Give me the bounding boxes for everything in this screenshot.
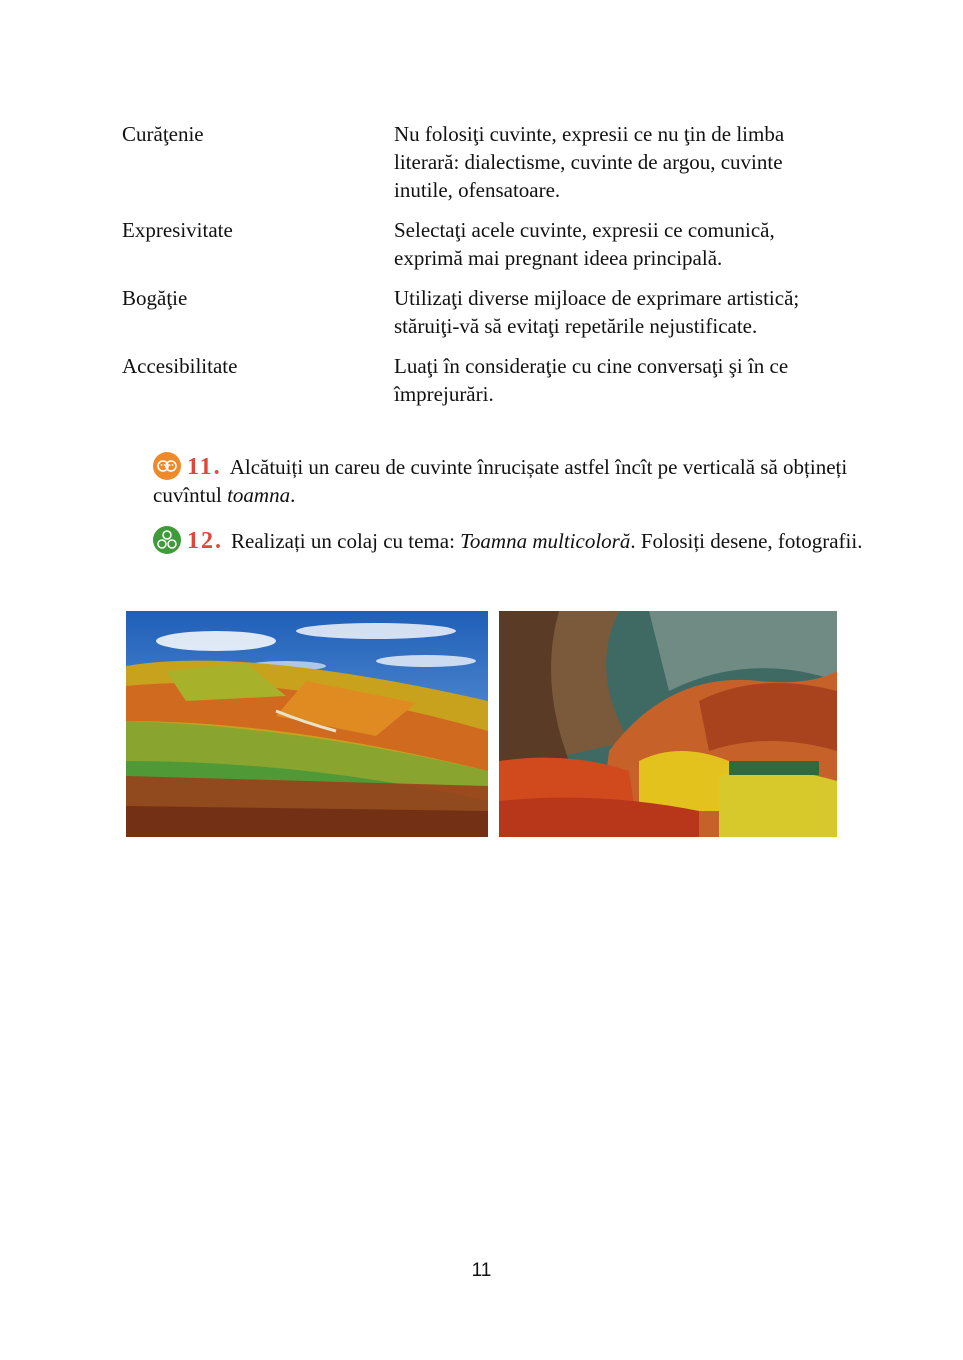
criteria-description: Nu folosiţi cuvinte, expresii ce nu ţin de limba literară: dialectisme, cuvinte de argou, cuvinte inutile, ofensatoare. <box>394 122 785 202</box>
criteria-description: Utilizaţi diverse mijloace de exprimare artistică; stăruiţi-vă să evitaţi repetările nejustificate. <box>394 286 800 338</box>
criteria-term: Accesibilitate <box>122 354 238 378</box>
page-number: 11 <box>471 1260 492 1281</box>
exercise-text: Alcătuiți un careu de cuvinte înrucișate astfel încît pe verticală să obțineți cuvîntul <box>153 455 848 507</box>
autumn-forest-photo <box>499 611 837 837</box>
exercise-11 <box>153 452 863 509</box>
criteria-row <box>122 120 862 204</box>
pair-work-icon <box>153 452 181 480</box>
exercise-number: 11. <box>187 454 222 480</box>
exercise-text: Realizați un colaj cu tema: <box>231 529 461 553</box>
exercise-text-end: . Folosiți desene, fotografii. <box>630 529 863 553</box>
exercise-emphasis: toamna <box>227 483 291 507</box>
criteria-table <box>122 120 862 420</box>
criteria-row <box>122 352 862 408</box>
criteria-row <box>122 216 862 272</box>
criteria-row <box>122 284 862 340</box>
group-work-icon <box>153 526 181 554</box>
criteria-term: Expresivitate <box>122 218 233 242</box>
criteria-term: Bogăţie <box>122 286 188 310</box>
exercise-text-end: . <box>290 483 296 507</box>
criteria-description: Selectaţi acele cuvinte, expresii ce comunică, exprimă mai pregnant ideea principală. <box>394 218 775 270</box>
criteria-description: Luaţi în consideraţie cu cine conversaţi şi în ce împrejurări. <box>394 354 789 406</box>
autumn-vineyard-photo <box>126 611 488 837</box>
exercise-number: 12. <box>187 528 223 554</box>
criteria-term: Curăţenie <box>122 122 204 146</box>
exercise-12 <box>153 526 863 555</box>
exercise-emphasis: Toamna multicoloră <box>460 529 631 553</box>
